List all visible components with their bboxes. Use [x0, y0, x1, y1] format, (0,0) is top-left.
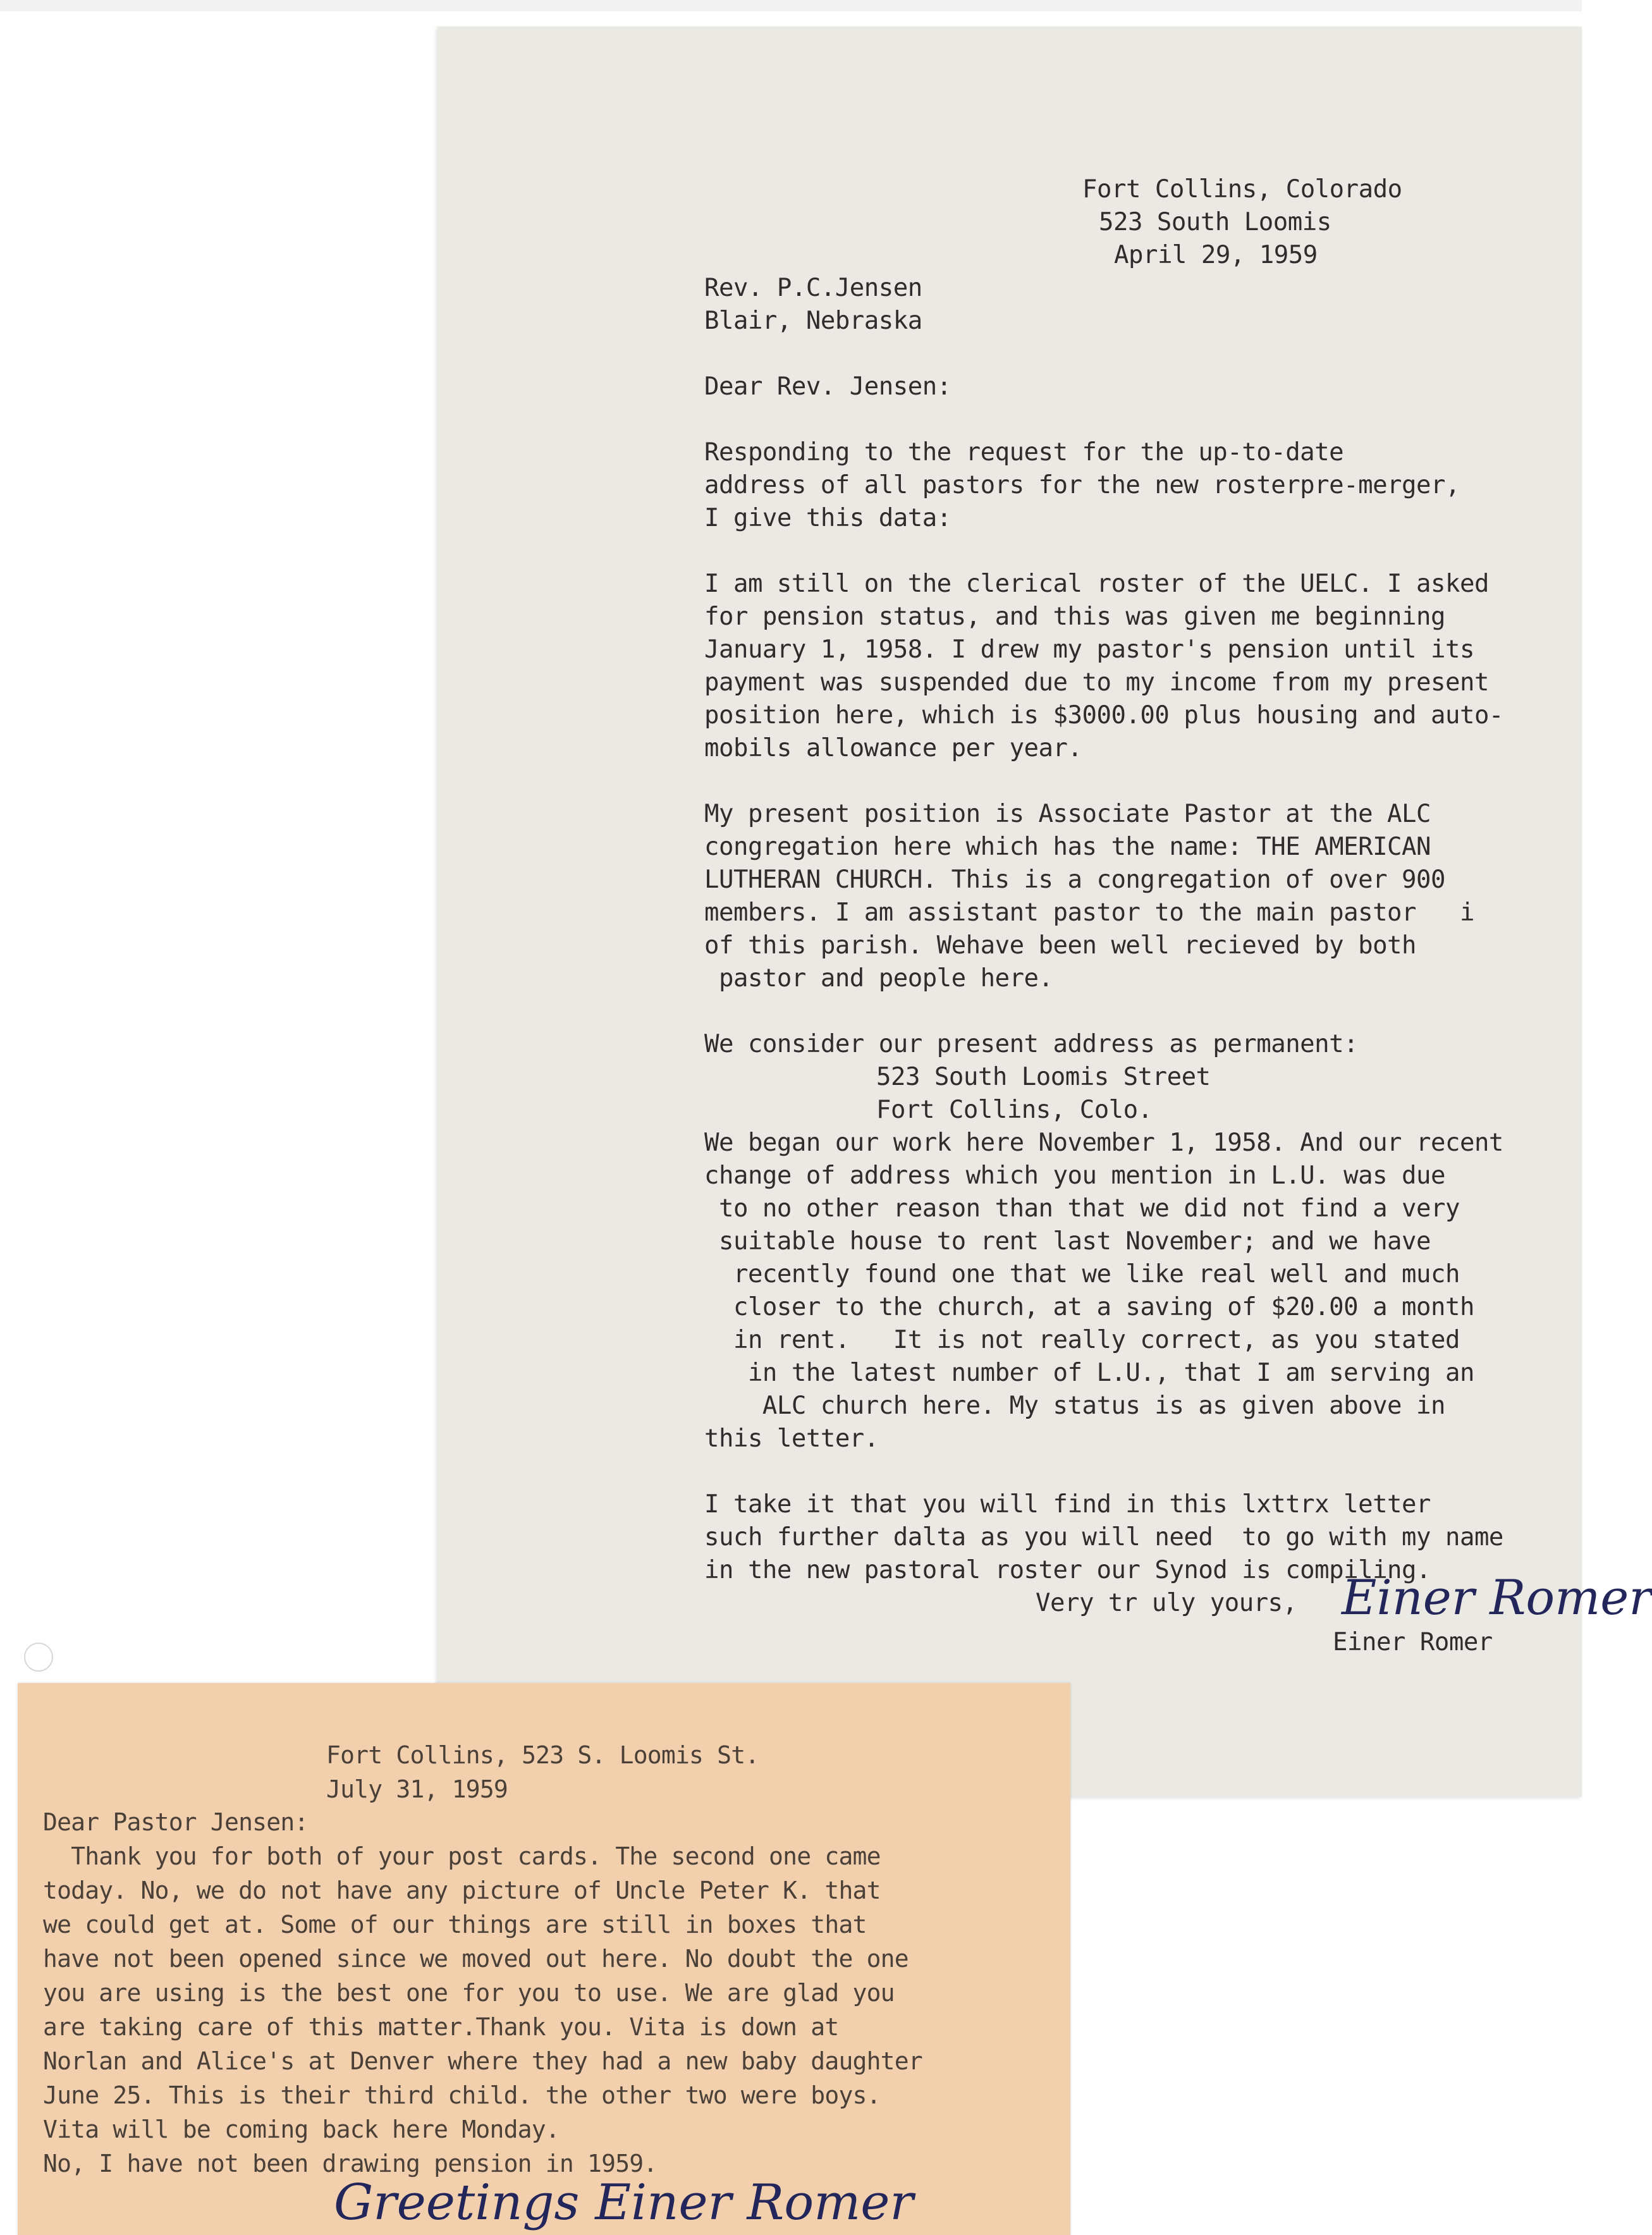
paragraph-line: My present position is Associate Pastor at the ALC [704, 800, 1431, 828]
paragraph-line: We began our work here November 1, 1958. And our recent [704, 1129, 1503, 1157]
paragraph-line: suitable house to rent last November; and we have [704, 1227, 1431, 1256]
card-body-line: Norlan and Alice's at Denver where they had a new baby daughter [43, 2047, 922, 2075]
sender-line: 523 South Loomis [1099, 208, 1331, 236]
paragraph-line: recently found one that we like real well and much [704, 1260, 1460, 1289]
paragraph-line: LUTHERAN CHURCH. This is a congregation of over 900 [704, 866, 1445, 894]
card-body-line: are taking care of this matter.Thank you. Vita is down at [43, 2013, 839, 2041]
paragraph-line: in the latest number of L.U., that I am serving an [704, 1359, 1474, 1387]
recipient-line: Rev. P.C.Jensen [704, 274, 922, 302]
card-body-line: June 25. This is their third child. the other two were boys. [43, 2081, 881, 2109]
paragraph-line: to no other reason than that we did not find a very [704, 1194, 1460, 1223]
paragraph-line: this letter. [704, 1424, 879, 1453]
card-body-line: you are using is the best one for you to use. We are glad you [43, 1979, 895, 2007]
paragraph-line: pastor and people here. [704, 964, 1053, 993]
paragraph-line: I am still on the clerical roster of the UELC. I asked [704, 570, 1489, 598]
card-body-line: today. No, we do not have any picture of Uncle Peter K. that [43, 1877, 881, 1904]
paragraph-line: change of address which you mention in L.U. was due [704, 1161, 1445, 1190]
paragraph-line: of this parish. Wehave been well recieved by both [704, 931, 1417, 960]
sender-line: Fort Collins, Colorado [1082, 175, 1402, 204]
paragraph-line: address of all pastors for the new rosterpre-merger, [704, 471, 1460, 499]
paragraph-line: mobils allowance per year. [704, 734, 1082, 762]
paragraph-line: for pension status, and this was given me beginning [704, 603, 1445, 631]
salutation: Dear Rev. Jensen: [704, 372, 951, 401]
recipient-line: Blair, Nebraska [704, 307, 922, 335]
scan-mark [24, 1643, 53, 1672]
scan-top-edge [0, 0, 1582, 11]
letter-date: April 29, 1959 [1114, 241, 1318, 269]
paragraph-line: ALC church here. My status is as given above in [704, 1392, 1445, 1420]
card-body-line: Thank you for both of your post cards. The second one came [43, 1842, 881, 1870]
paragraph-line: We consider our present address as permanent: [704, 1030, 1359, 1058]
paragraph-line: position here, which is $3000.00 plus housing and auto- [704, 701, 1503, 730]
card-date: July 31, 1959 [326, 1775, 508, 1803]
paragraph-line: members. I am assistant pastor to the main pastor i [704, 898, 1474, 927]
card-handwritten-signature: Greetings Einer Romer [334, 2174, 914, 2231]
paragraph-line: Responding to the request for the up-to-date [704, 438, 1344, 467]
typed-letter [437, 27, 1652, 1797]
paragraph-line: I take it that you will find in this lxttrx letter [704, 1490, 1431, 1519]
card-salutation: Dear Pastor Jensen: [43, 1808, 309, 1836]
address-line: Fort Collins, Colo. [876, 1096, 1153, 1124]
paragraph-line: closer to the church, at a saving of $20.00 a month [704, 1293, 1474, 1321]
card-body-line: No, I have not been drawing pension in 1959. [43, 2150, 658, 2177]
paragraph-line: congregation here which has the name: THE AMERICAN [704, 833, 1431, 861]
paragraph-line: I give this data: [704, 504, 951, 532]
paragraph-line: in rent. It is not really correct, as you stated [704, 1326, 1460, 1354]
paragraph-line: January 1, 1958. I drew my pastor's pension until its [704, 635, 1474, 664]
card-header-line: Fort Collins, 523 S. Loomis St. [326, 1741, 759, 1769]
paragraph-line: payment was suspended due to my income from my present [704, 668, 1489, 697]
postcard [18, 1683, 1070, 2235]
address-line: 523 South Loomis Street [876, 1063, 1211, 1091]
handwritten-signature: Einer Romer [1342, 1569, 1652, 1626]
closing: Very tr uly yours, [1036, 1589, 1297, 1617]
typed-name: Einer Romer [1333, 1628, 1493, 1656]
card-body-line: have not been opened since we moved out here. No doubt the one [43, 1945, 909, 1973]
paragraph-line: such further dalta as you will need to go with my name [704, 1523, 1503, 1552]
card-body-line: Vita will be coming back here Monday. [43, 2116, 560, 2143]
paragraph-line: in the new pastoral roster our Synod is compiling. [704, 1556, 1431, 1584]
card-body-line: we could get at. Some of our things are still in boxes that [43, 1911, 867, 1938]
